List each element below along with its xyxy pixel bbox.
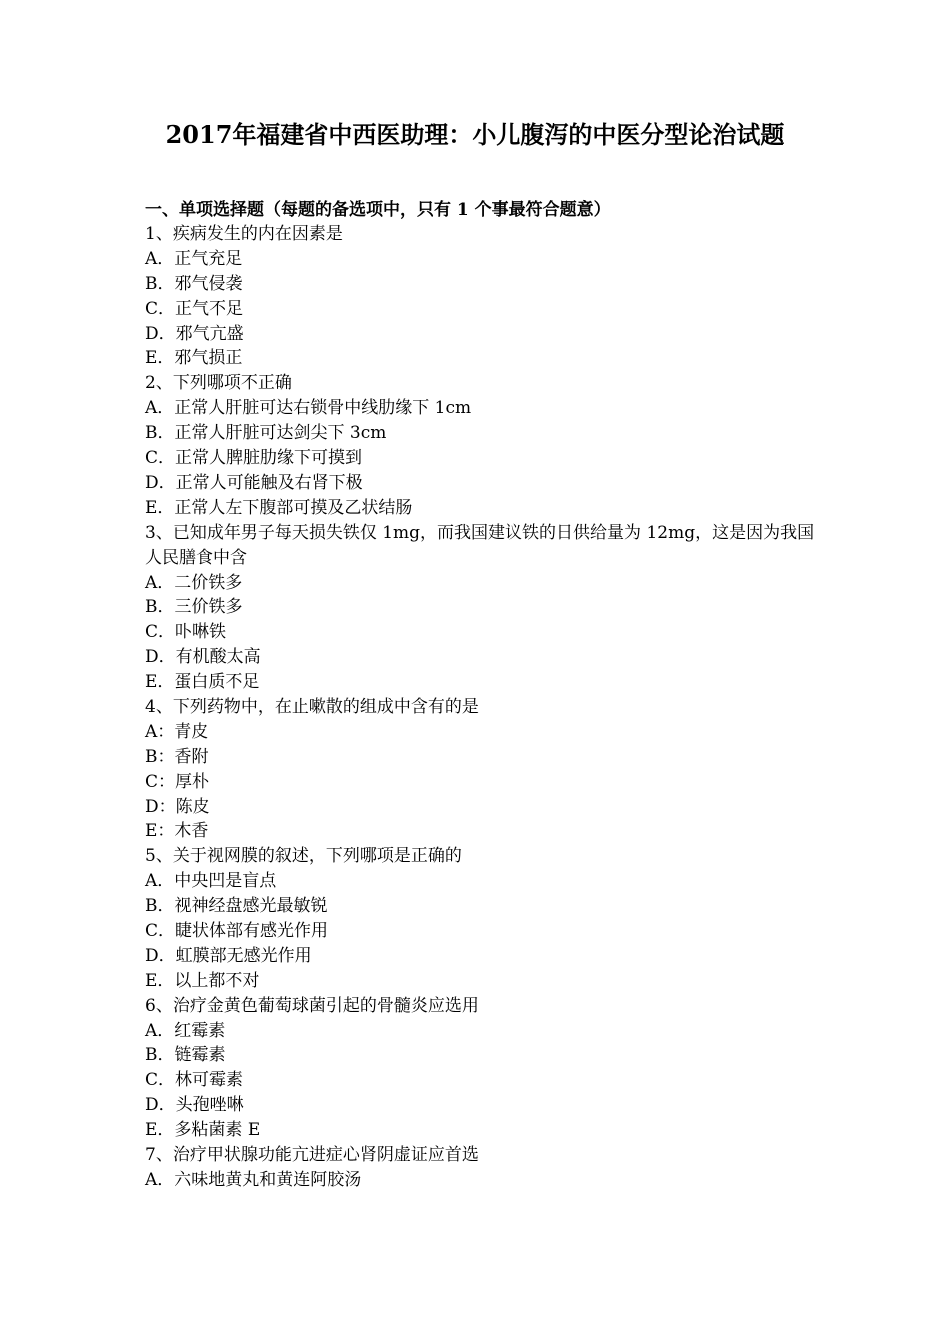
question-stem: 3、已知成年男子每天损失铁仅 1mg，而我国建议铁的日供给量为 12mg，这是因为我国人民膳食中含 <box>145 522 815 568</box>
answer-option: C．林可霉素 <box>145 1070 244 1091</box>
answer-option: B．链霉素 <box>145 1045 226 1066</box>
answer-option: B．视神经盘感光最敏锐 <box>145 896 328 917</box>
answer-option: D．有机酸太高 <box>145 647 261 668</box>
answer-option: E．以上都不对 <box>145 970 260 991</box>
question-stem: 4、下列药物中，在止嗽散的组成中含有的是 <box>145 696 479 717</box>
document-title: 2017年福建省中西医助理：小儿腹泻的中医分型论治试题 <box>165 120 785 149</box>
answer-option: D．虹膜部无感光作用 <box>145 945 312 966</box>
question-list <box>145 222 825 1193</box>
answer-option: E．蛋白质不足 <box>145 672 260 693</box>
answer-option: D：陈皮 <box>145 796 210 817</box>
answer-option: B．邪气侵袭 <box>145 273 243 294</box>
question-stem: 2、下列哪项不正确 <box>145 373 292 394</box>
answer-option: B．三价铁多 <box>145 597 243 618</box>
answer-option: B：香附 <box>145 746 209 767</box>
answer-option: A．红霉素 <box>145 1020 226 1041</box>
question-stem: 7、治疗甲状腺功能亢进症心肾阴虚证应首选 <box>145 1144 479 1165</box>
answer-option: A：青皮 <box>145 721 209 742</box>
answer-option: A．正常人肝脏可达右锁骨中线肋缘下 1cm <box>145 398 472 419</box>
answer-option: E：木香 <box>145 821 209 842</box>
question-stem: 5、关于视网膜的叙述，下列哪项是正确的 <box>145 846 462 867</box>
answer-option: E．正常人左下腹部可摸及乙状结肠 <box>145 497 413 518</box>
answer-option: C．正常人脾脏肋缘下可摸到 <box>145 448 363 469</box>
answer-option: D．头孢唑啉 <box>145 1095 244 1116</box>
answer-option: C．卟啉铁 <box>145 622 227 643</box>
answer-option: E．邪气损正 <box>145 348 243 369</box>
answer-option: A．中央凹是盲点 <box>145 871 277 892</box>
answer-option: D．正常人可能触及右肾下极 <box>145 472 363 493</box>
answer-option: B．正常人肝脏可达剑尖下 3cm <box>145 423 387 444</box>
answer-option: E．多粘菌素 E <box>145 1120 261 1141</box>
section-heading: 一、单项选择题（每题的备选项中，只有 1 个事最符合题意） <box>145 200 611 220</box>
question-stem: 1、疾病发生的内在因素是 <box>145 224 343 244</box>
answer-option: A．二价铁多 <box>145 572 243 593</box>
answer-option: C．睫状体部有感光作用 <box>145 920 329 941</box>
answer-option: A．正气充足 <box>145 248 243 269</box>
answer-option: C：厚朴 <box>145 771 210 792</box>
answer-option: A．六味地黄丸和黄连阿胶汤 <box>145 1169 362 1190</box>
question-stem: 6、治疗金黄色葡萄球菌引起的骨髓炎应选用 <box>145 995 479 1016</box>
answer-option: C．正气不足 <box>145 298 244 319</box>
answer-option: D．邪气亢盛 <box>145 323 244 344</box>
